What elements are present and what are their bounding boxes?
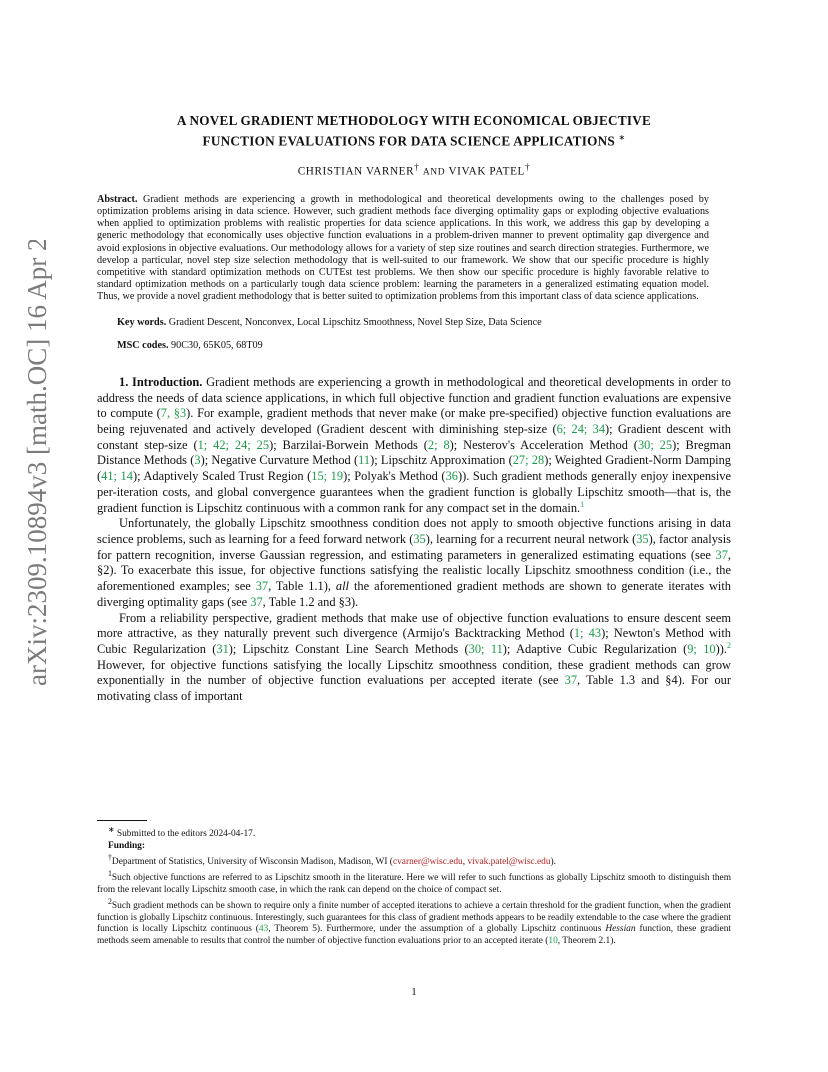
citation-link[interactable]: 3: [194, 453, 201, 468]
section-heading: 1. Introduction.: [119, 374, 203, 389]
text-run: ); Barzilai-Borwein Methods (: [269, 437, 428, 452]
footnote-text: Such objective functions are referred to as Lipschitz smooth in the literature. Here we will refer to such functions as globally Lipschitz smooth to distinguish them from the relevant locally Lipschitz smooth case, in which the rank can depend on the choice of compact set.: [97, 873, 731, 895]
text-run: ,: [462, 857, 468, 868]
msc-text: 90C30, 65K05, 68T09: [171, 339, 263, 351]
text-run: ).: [550, 857, 556, 868]
email-link[interactable]: cvarner@wisc.edu: [392, 857, 463, 868]
text-run: ). For example, gradient methods that never make (or make pre-specified) objective function evaluations are being rejuvenated and actively developed (Gradient descent with diminishing step-size (: [97, 406, 732, 437]
citation-link[interactable]: 37: [564, 673, 578, 688]
citation-link[interactable]: 15; 19: [311, 469, 344, 484]
citation-link[interactable]: 36: [445, 469, 458, 484]
footnote-funding: [97, 841, 731, 852]
text-run: ); Polyak's Method (: [343, 469, 446, 484]
abstract-label: Abstract.: [97, 194, 138, 206]
text-run: From a reliability perspective, gradient methods that make use of objective function evaluations to ensure descent seem more attractive, as they naturally prevent such divergence (Armijo's Backtracking Method (: [97, 610, 731, 641]
footnote-text: , Theorem 2.1).: [557, 935, 616, 946]
citation-link[interactable]: 1; 43: [573, 626, 602, 641]
paragraph-2: [97, 516, 731, 610]
citation-link[interactable]: 27; 28: [512, 453, 545, 468]
citation-link[interactable]: 2; 8: [427, 437, 450, 452]
paragraph-1: [97, 375, 731, 516]
footnote-text: Submitted to the editors 2024-04-17.: [116, 829, 256, 840]
title-line-1: A NOVEL GRADIENT METHODOLOGY WITH ECONOMICAL OBJECTIVE: [176, 113, 652, 128]
citation-link[interactable]: 7, §3: [160, 406, 187, 421]
arxiv-identifier-stamp: [6, 240, 60, 690]
text-run: ); Adaptive Cubic Regularization (: [502, 641, 688, 656]
citation-link[interactable]: 37: [255, 579, 269, 594]
footnote-2: [97, 896, 731, 947]
funding-label: Funding:: [108, 840, 145, 851]
page-number: 1: [411, 986, 417, 998]
citation-link[interactable]: 35: [413, 532, 426, 546]
text-run: Gradient methods are experiencing a growth in methodological and theoretical developments in order to address the needs of data science applications, in which full objective function and gradient function evaluations are expensive to compute (: [97, 374, 731, 421]
footnote-mark: ∗: [108, 825, 115, 834]
emphasis-hessian: Hessian: [605, 924, 636, 935]
citation-link[interactable]: 1; 42; 24; 25: [197, 437, 270, 452]
title-line-2: FUNCTION EVALUATIONS FOR DATA SCIENCE APPLICATIONS: [202, 133, 615, 149]
paper-page: [97, 112, 731, 705]
citation-link[interactable]: 30; 25: [637, 437, 673, 452]
citation-link[interactable]: 43: [258, 924, 269, 935]
text-run: ); Lipschitz Constant Line Search Methods (: [228, 641, 469, 656]
keywords: [97, 317, 731, 328]
keywords-text: Gradient Descent, Nonconvex, Local Lipschitz Smoothness, Novel Step Size, Data Science: [168, 316, 542, 328]
text-run: , Table 1.2 and §3).: [262, 594, 359, 609]
citation-link[interactable]: 37: [250, 594, 263, 609]
citation-link[interactable]: 37: [715, 547, 728, 562]
keywords-label: Key words.: [117, 316, 167, 328]
author-1: CHRISTIAN VARNER: [297, 166, 415, 179]
msc-codes: [97, 340, 731, 351]
text-run: ), factor analysis for pattern recognition, inverse Gaussian regression, and estimating parameters in generalized estimating equations (see: [97, 532, 731, 562]
email-link[interactable]: vivak.patel@wisc.edu: [467, 857, 551, 868]
text-run: , §2). To exacerbate this issue, for objective functions satisfying the realistic locally Lipschitz smoothness condition (i.e., the aforementioned examples; see: [97, 547, 731, 594]
text-run: ); Nesterov's Acceleration Method (: [449, 437, 638, 452]
author-2: VIVAK PATEL: [448, 166, 525, 179]
footnote-ref-1[interactable]: 1: [580, 499, 585, 509]
citation-link[interactable]: 31: [216, 641, 229, 656]
citation-link[interactable]: 35: [636, 532, 649, 546]
citation-link[interactable]: 6; 24; 34: [556, 422, 606, 437]
footnote-text: , Theorem 5). Furthermore, under the assumption of a globally Lipschitz continuous: [268, 924, 606, 935]
footnote-1: [97, 868, 731, 896]
text-run: ); Lipschitz Approximation (: [370, 453, 513, 468]
abstract: [97, 194, 731, 303]
citation-link[interactable]: 30; 11: [468, 641, 503, 656]
footnote-text: Department of Statistics, University of Wisconsin Madison, Madison, WI (: [111, 857, 393, 868]
paragraph-3: [97, 611, 731, 705]
text-run: , Table 1.3 and §4). For our motivating class of important: [97, 673, 731, 704]
introduction-section: [97, 375, 731, 705]
author-and: AND: [422, 168, 446, 179]
text-run: ); Adaptively Scaled Trust Region (: [132, 469, 312, 484]
footnote-text: function, these gradient methods seem amenable to results that control the number of objective function evaluations prior to an accepted iterate (: [97, 924, 731, 946]
footnote-mark: 2: [108, 897, 112, 907]
author-2-mark[interactable]: †: [524, 163, 531, 174]
footnote-ref-2[interactable]: 2: [727, 640, 731, 650]
text-run: ); Weighted Gradient-Norm Damping (: [97, 453, 732, 484]
text-run: ); Negative Curvature Method (: [200, 453, 359, 468]
text-run: ), learning for a recurrent neural network (: [425, 532, 637, 546]
author-1-mark[interactable]: †: [414, 163, 420, 174]
citation-link[interactable]: 9; 10: [687, 641, 716, 656]
arxiv-stamp-text: arXiv:2309.10894v3 [math.OC] 16 Apr 2024: [22, 240, 52, 686]
footnote-divider: [97, 820, 147, 821]
emphasis-all: all: [335, 579, 350, 594]
text-run: ); Bregman Distance Methods (: [97, 437, 731, 468]
paper-title: [97, 112, 731, 149]
footnotes: [97, 824, 731, 947]
citation-link[interactable]: 11: [358, 453, 371, 468]
text-run: )).: [715, 641, 727, 656]
text-run: the aforementioned gradient methods are shown to generate iterates with diverging optimality gaps (see: [97, 579, 732, 609]
abstract-text: Gradient methods are experiencing a growth in methodological and theoretical developments owing to the challenges posed by optimization problems arising in data science. However, such gradient methods face diverging optimality gaps or exploding objective evaluations when applied to optimization problems with realistic properties for data science applications. In this work, we address this gap by developing a generic methodology that economically uses objective function evaluations in a problem-driven manner to prevent optimality gap divergence and avoid explosions in objective evaluations. Our methodology allows for a variety of step size routines and search direction strategies. Furthermore, we develop a particular, novel step size selection methodology that is well-suited to our framework. We show that our specific procedure is highly competitive with standard optimization methods on CUTEst test problems. We then show our specific procedure is highly favorable relative to standard optimization methods on a particularly tough data science problem: learning the parameters in a generalized estimating equation model. Thus, we provide a novel gradient methodology that is better suited to optimization problems from this important class of data science applications.: [97, 194, 709, 302]
footnote-affiliation: [97, 852, 731, 869]
text-run: Unfortunately, the globally Lipschitz smoothness condition does not apply to smooth objective functions arising in data science problems, such as learning for a feed forward network (: [97, 516, 731, 546]
text-run: However, for objective functions satisfying the locally Lipschitz smoothness condition, these gradient methods can grow exponentially in the number of objective function evaluations per accepted iterate (see: [97, 657, 731, 688]
text-run: , Table 1.1),: [268, 579, 336, 594]
text-run: ); Newton's Method with Cubic Regularization (: [97, 626, 731, 656]
author-list: [97, 163, 731, 178]
title-footnote-mark[interactable]: ∗: [618, 133, 626, 142]
footnote-mark: †: [108, 852, 112, 862]
text-run: )). Such gradient methods generally enjoy inexpensive per-iteration costs, and global convergence guarantees when the gradient function is globally Lipschitz smooth—that is, the gradient function is Lipschitz continuous with a common rank for any compact set in the domain.: [97, 469, 731, 515]
text-run: ); Gradient descent with constant step-size (: [97, 422, 731, 452]
footnote-mark: 1: [108, 869, 112, 879]
citation-link[interactable]: 41; 14: [101, 469, 133, 484]
citation-link[interactable]: 10: [548, 935, 558, 946]
footnote-submitted: [97, 824, 731, 841]
footnote-text: Such gradient methods can be shown to require only a finite number of accepted iterations to achieve a certain threshold for the gradient function, when the gradient function is globally Lipschitz continuous. Interestingly, such guarantees for this class of gradient methods appears to be readily extendable to the case where the gradient function is locally Lipschitz continuous (: [97, 901, 731, 935]
msc-label: MSC codes.: [117, 339, 169, 351]
